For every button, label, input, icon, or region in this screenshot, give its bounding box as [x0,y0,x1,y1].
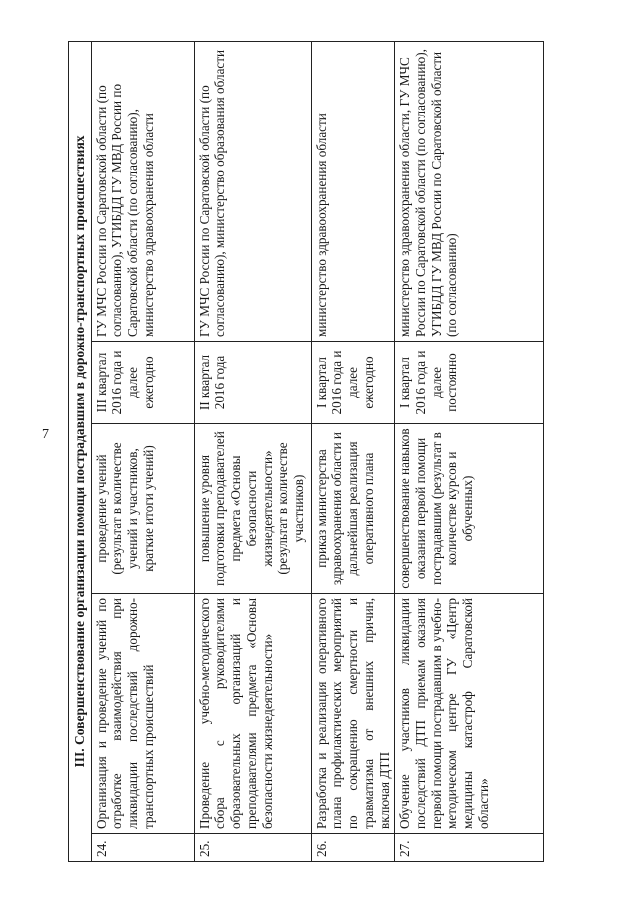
row-activity: Организация и проведение учений по отработке взаимодействия при ликвидации последствий дорожно-транспортных происшествий [91,594,194,834]
row-deadline: III квартал 2016 года и далее ежегодно [91,342,194,424]
row-number: 26. [311,834,395,862]
row-result: совершенствование навыков оказания первой помощи пострадавшим (результат в количестве курсов и обученных) [395,424,544,594]
table-row [311,41,395,861]
row-deadline: I квартал 2016 года и далее ежегодно [311,342,395,424]
row-deadline: I квартал 2016 года и далее постоянно [395,342,544,424]
section-title: III. Совершенствование организации помощи пострадавшим в дорожно-транспортных происшествиях [69,41,92,861]
row-number: 24. [91,834,194,862]
rotated-table-wrapper [68,42,523,862]
row-result: повышение уровня подготовки преподавателей предмета «Основы безопасности жизнедеятельности» (результат в количестве участников) [194,424,311,594]
row-result: проведение учений (результат в количестве учений и участников, краткие итоги учений) [91,424,194,594]
section-header-row [69,41,92,861]
row-number: 25. [194,834,311,862]
row-activity: Проведение учебно-методического сбора с руководителями образовательных организаций и преподавателями предмета «Основы безопасности жизнедеятельности» [194,594,311,834]
row-executors: ГУ МЧС России по Саратовской области (по согласованию), министерство образования области [194,41,311,341]
table-row [91,41,194,861]
row-executors: ГУ МЧС России по Саратовской области (по согласованию), УГИБДД ГУ МВД России по Саратовской области (по согласованию), министерство здравоохранения области [91,41,194,341]
row-executors: министерство здравоохранения области [311,41,395,341]
table-row [395,41,544,861]
measures-table [68,41,544,862]
row-executors: министерство здравоохранения области, ГУ МЧС России по Саратовской области (по согласованию), УГИБДД ГУ МВД России по Саратовской области (по согласованию) [395,41,544,341]
row-deadline: II квартал 2016 года [194,342,311,424]
row-number: 27. [395,834,544,862]
row-activity: Разработка и реализация оперативного плана профилактических мероприятий по сокращению смертности и травматизма от внешних причин, включая ДТП [311,594,395,834]
page-number: 7 [42,427,49,442]
row-activity: Обучение участников ликвидации последствий ДТП приемам оказания первой помощи пострадавшим в учебно-методическом центре ГУ «Центр медицины катастроф Саратовской области» [395,594,544,834]
table-row [194,41,311,861]
row-result: приказ министерства здравоохранения области и дальнейшая реализация оперативного плана [311,424,395,594]
